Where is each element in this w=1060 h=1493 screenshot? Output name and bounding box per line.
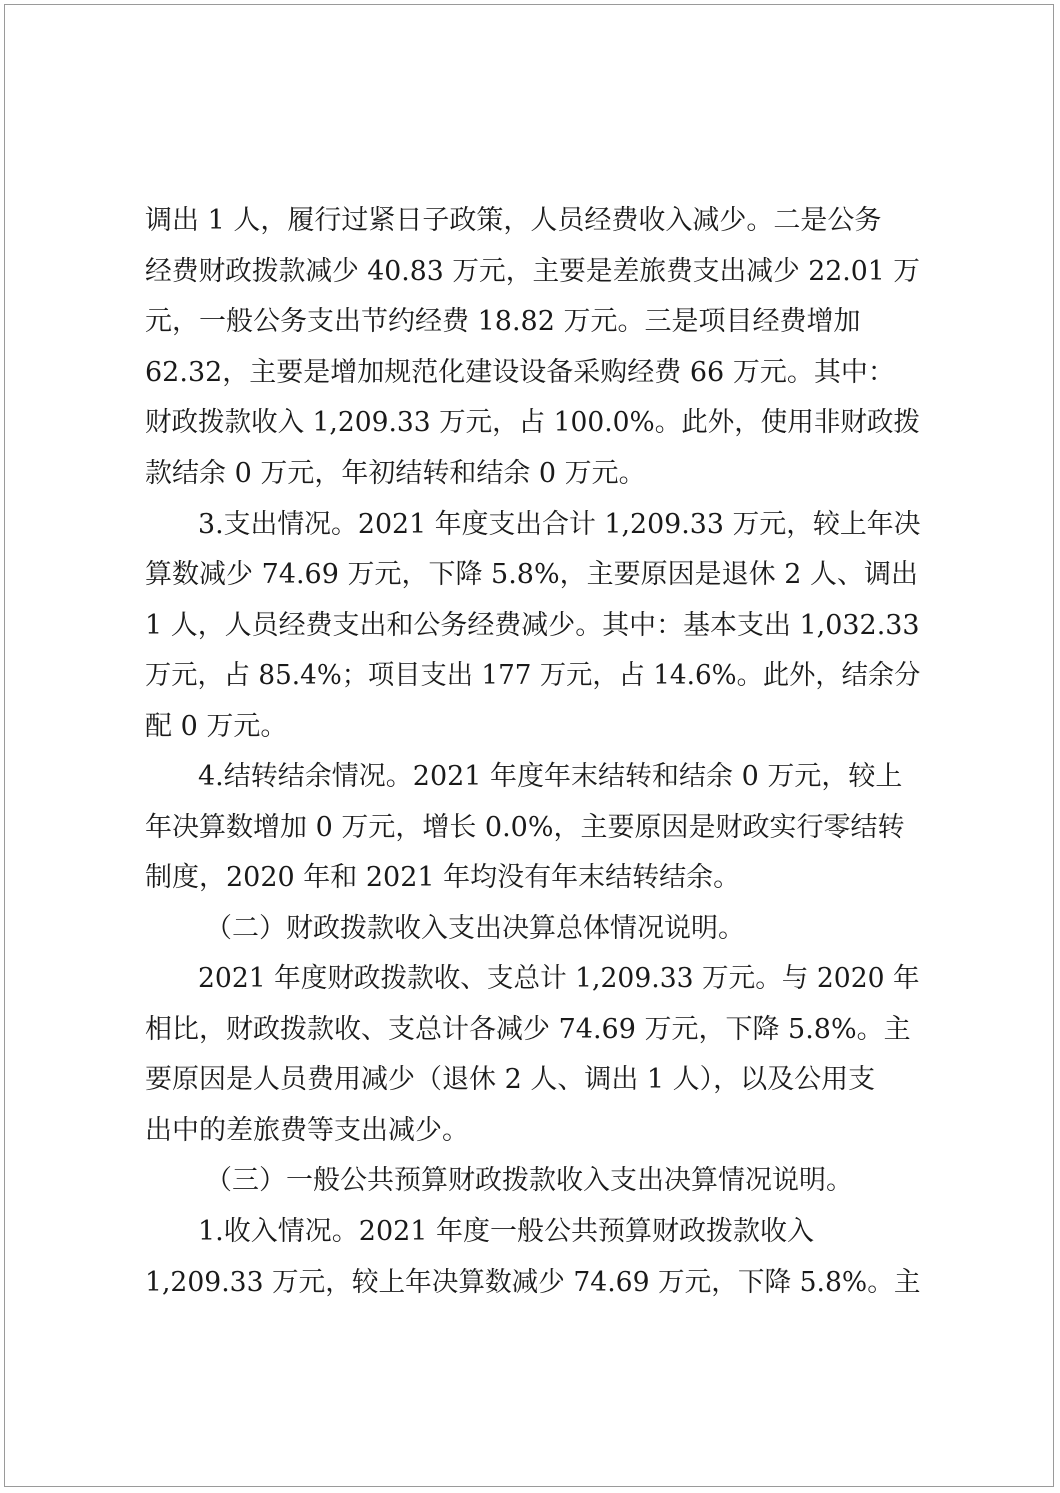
text-line: 1 人，人员经费支出和公务经费减少。其中：基本支出 1,032.33 [145, 610, 920, 641]
text-line: 1.收入情况。2021 年度一般公共预算财政拨款收入 [198, 1216, 815, 1247]
text-line: 3.支出情况。2021 年度支出合计 1,209.33 万元，较上年决 [198, 509, 921, 540]
text-line: 财政拨款收入 1,209.33 万元，占 100.0%。此外，使用非财政拨 [145, 407, 920, 438]
section-heading: （二）财政拨款收入支出决算总体情况说明。 [205, 913, 745, 944]
text-line: 2021 年度财政拨款收、支总计 1,209.33 万元。与 2020 年 [198, 963, 920, 994]
text-line: 算数减少 74.69 万元，下降 5.8%，主要原因是退休 2 人、调出 [145, 559, 918, 590]
text-line: 62.32，主要是增加规范化建设设备采购经费 66 万元。其中： [145, 357, 895, 388]
text-line: 年决算数增加 0 万元，增长 0.0%，主要原因是财政实行零结转 [145, 812, 905, 843]
text-line: 经费财政拨款减少 40.83 万元，主要是差旅费支出减少 22.01 万 [145, 256, 920, 287]
text-line: 1,209.33 万元，较上年决算数减少 74.69 万元，下降 5.8%。主 [145, 1267, 921, 1298]
document-page [4, 4, 1054, 1487]
text-line: 调出 1 人，履行过紧日子政策，人员经费收入减少。二是公务 [145, 205, 882, 236]
text-line: 出中的差旅费等支出减少。 [145, 1115, 469, 1146]
text-line: 要原因是人员费用减少（退休 2 人、调出 1 人），以及公用支 [145, 1064, 876, 1095]
text-line: 元，一般公务支出节约经费 18.82 万元。三是项目经费增加 [145, 306, 861, 337]
text-line: 款结余 0 万元，年初结转和结余 0 万元。 [145, 458, 646, 489]
text-line: 相比，财政拨款收、支总计各减少 74.69 万元，下降 5.8%。主 [145, 1014, 911, 1045]
text-line: 配 0 万元。 [145, 711, 288, 742]
text-line: 4.结转结余情况。2021 年度年末结转和结余 0 万元，较上 [198, 761, 903, 792]
text-line: 制度，2020 年和 2021 年均没有年末结转结余。 [145, 862, 741, 893]
text-line: 万元，占 85.4%；项目支出 177 万元，占 14.6%。此外，结余分 [145, 660, 921, 691]
section-heading: （三）一般公共预算财政拨款收入支出决算情况说明。 [205, 1165, 853, 1196]
